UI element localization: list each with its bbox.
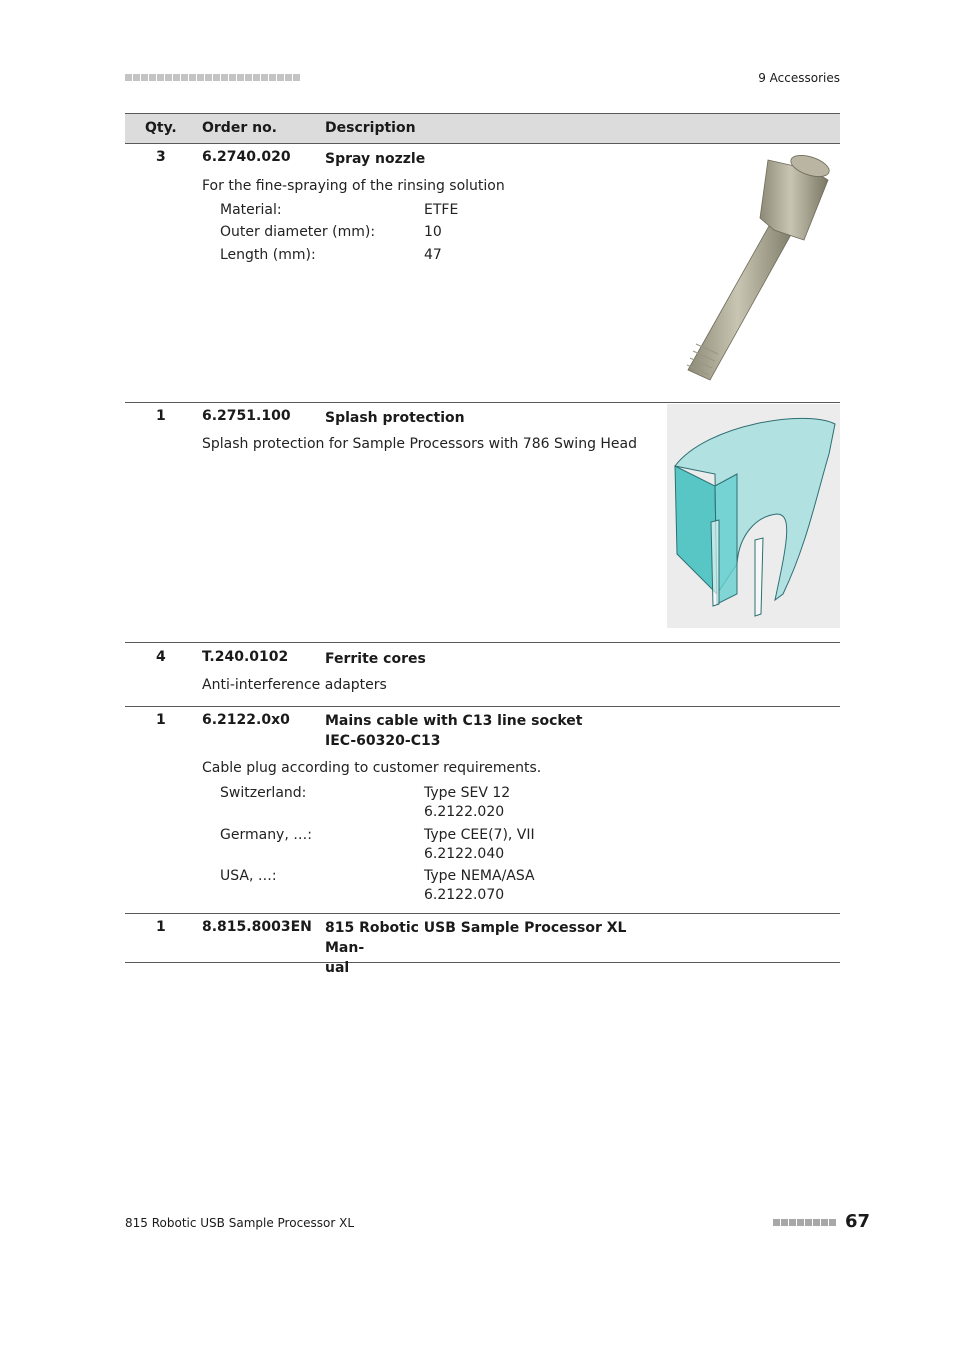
table-row [125, 707, 840, 914]
row-qty: 1 [156, 408, 166, 424]
footer-decoration [773, 1219, 836, 1226]
row-title: Ferrite cores [325, 651, 426, 667]
prop-value: 47 [424, 247, 442, 263]
prop-value: 6.2122.020 [424, 804, 505, 820]
prop-value: Type NEMA/ASA [424, 868, 535, 884]
chapter-title: 9 Accessories [758, 71, 840, 85]
row-order-no: 6.2740.020 [202, 149, 291, 165]
row-qty: 1 [156, 712, 166, 728]
row-qty: 3 [156, 149, 166, 165]
prop-label: Germany, …: [220, 827, 312, 843]
row-description: Cable plug according to customer requirements. [202, 760, 542, 776]
page-number: 67 [845, 1211, 871, 1232]
row-title: Spray nozzle [325, 151, 426, 167]
table-row [125, 403, 840, 643]
row-description: Splash protection for Sample Processors with 786 Swing Head [202, 436, 638, 452]
header-decoration [125, 74, 300, 81]
row-order-no: 8.815.8003EN [202, 919, 312, 935]
prop-value: ETFE [424, 202, 459, 218]
row-title: Splash protection [325, 410, 465, 426]
prop-value: Type SEV 12 [424, 785, 511, 801]
row-description: Anti-interference adapters [202, 677, 387, 693]
row-order-no: 6.2122.0x0 [202, 712, 290, 728]
splash-protection-image [667, 404, 840, 628]
table-header [125, 113, 840, 144]
column-qty: Qty. [145, 120, 177, 136]
prop-value: 6.2122.070 [424, 887, 505, 903]
row-order-no: T.240.0102 [202, 649, 289, 665]
table-row [125, 643, 840, 707]
row-title-line: Mains cable with C13 line socket [325, 713, 583, 729]
table-row [125, 144, 840, 403]
row-title [325, 711, 660, 751]
row-qty: 4 [156, 649, 166, 665]
prop-label: Material: [220, 202, 282, 218]
footer-document-title: 815 Robotic USB Sample Processor XL [125, 1216, 355, 1230]
row-description: For the fine-spraying of the rinsing solution [202, 178, 505, 194]
row-title-line: IEC-60320-C13 [325, 733, 441, 749]
spray-nozzle-image [670, 148, 840, 388]
prop-label: USA, …: [220, 868, 277, 884]
prop-value: Type CEE(7), VII [424, 827, 535, 843]
row-title [325, 918, 660, 978]
table-row [125, 914, 840, 976]
column-description: Description [325, 120, 416, 136]
column-order: Order no. [202, 120, 278, 136]
prop-label: Outer diameter (mm): [220, 224, 376, 240]
row-qty: 1 [156, 919, 166, 935]
row-order-no: 6.2751.100 [202, 408, 291, 424]
prop-label: Switzerland: [220, 785, 307, 801]
prop-value: 10 [424, 224, 442, 240]
row-title-line: ual [325, 960, 350, 976]
prop-value: 6.2122.040 [424, 846, 505, 862]
row-title-line: 815 Robotic USB Sample Processor XL Man- [325, 920, 627, 956]
accessories-table [125, 113, 840, 976]
prop-label: Length (mm): [220, 247, 316, 263]
